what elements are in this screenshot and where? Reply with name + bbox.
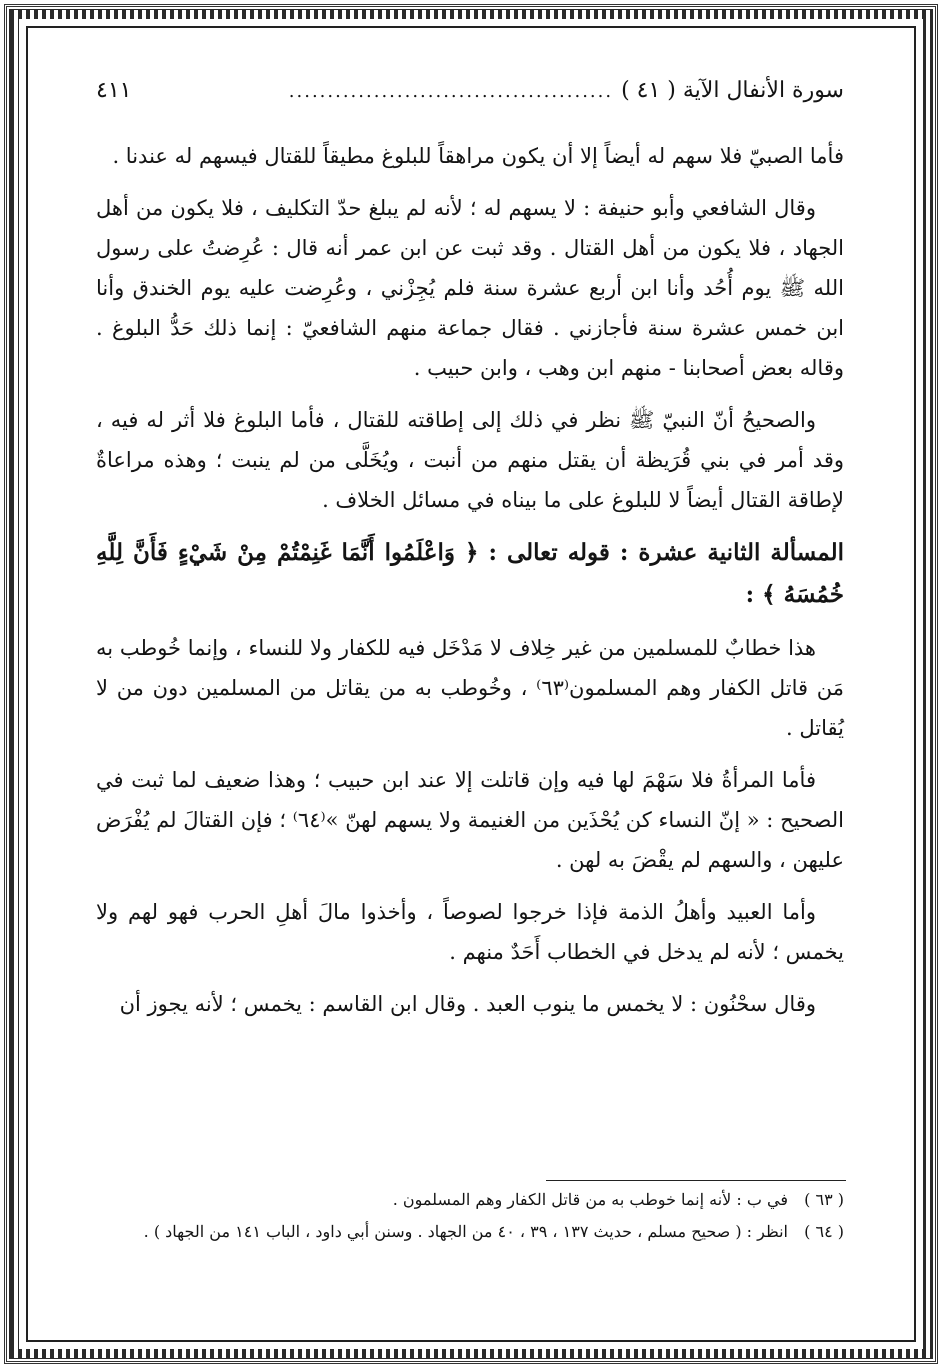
page-body (96, 78, 844, 1036)
footnotes (96, 1186, 844, 1250)
surah-title: سورة الأنفال الآية ( ٤١ ) (621, 78, 844, 103)
header-dots: .......................................... (288, 81, 614, 102)
paragraph-2: وقال الشافعي وأبو حنيفة : لا يسهم له ؛ لأنه لم يبلغ حدّ التكليف ، فلا يكون من أهل الجهاد ، فلا يكون من أهل القتال . وقد ثبت عن ابن عمر أنه قال : عُرِضتُ على رسول الله ﷺ يوم أُحُد وأنا ابن أربع عشرة سنة فلم يُجِزْني ، وعُرِضت عليه يوم الخندق وأنا ابن خمس عشرة سنة فأجازني . فقال جماعة منهم الشافعيّ : إنما ذلك حَدُّ البلوغ . وقاله بعض أصحابنا - منهم ابن وهب ، وابن حبيب . (96, 196, 844, 380)
paragraph-4: هذا خطابٌ للمسلمين من غير خِلاف لا مَدْخَل فيه للكفار ولا للنساء ، وإنما خُوطب به مَن قاتل الكفار وهم المسلمون⁽٦٣⁾ ، وخُوطب به من يقاتل من المسلمين دون من لا يُقاتل . (96, 636, 844, 740)
paragraph-6: وأما العبيد وأهلُ الذمة فإذا خرجوا لصوصاً ، وأخذوا مالَ أهلِ الحرب فهو لهم ولا يخمس ؛ لأنه لم يدخل في الخطاب أَحَدٌ منهم . (96, 900, 844, 964)
page-number: ٤١١ (96, 78, 132, 103)
footnote-number: ( ٦٤ ) (804, 1222, 844, 1241)
footnote-item (96, 1218, 844, 1246)
paragraph-1: فأما الصبيّ فلا سهم له أيضاً إلا أن يكون مراهقاً للبلوغ مطيقاً للقتال فيسهم له عندنا . (112, 144, 844, 168)
footnote-number: ( ٦٣ ) (804, 1190, 844, 1209)
running-header (96, 78, 844, 118)
issue-heading: المسألة الثانية عشرة : قوله تعالى : ﴿ وَاعْلَمُوا أَنَّمَا غَنِمْتُمْ مِنْ شَيْءٍ فَأَنَّ لِلَّهِ خُمُسَهُ ﴾ : (96, 539, 844, 608)
footnote-item (96, 1186, 844, 1214)
footnote-separator (546, 1180, 846, 1181)
paragraph-5: فأما المرأةُ فلا سَهْمَ لها فيه وإن قاتلت إلا عند ابن حبيب ؛ وهذا ضعيف لما ثبت في الصحيح : « إنّ النساء كن يُحْذَين من الغنيمة ولا يسهم لهنّ »⁽٦٤⁾ ؛ فإن القتالَ لم يُفْرَض عليهن ، والسهم لم يقْضَ به لهن . (96, 768, 844, 872)
footnote-text: في ب : لأنه إنما خوطب به من قاتل الكفار وهم المسلمون . (392, 1190, 788, 1209)
paragraph-3: والصحيحُ أنّ النبيّ ﷺ نظر في ذلك إلى إطاقته للقتال ، فأما البلوغ فلا أثر له فيه ، وقد أمر في بني قُرَيظة أن يقتل منهم من أنبت ، ويُخَلَّى من لم ينبت ؛ وهذه مراعاةٌ لإطاقة القتال أيضاً لا للبلوغ على ما بيناه في مسائل الخلاف . (96, 408, 844, 512)
paragraph-7: وقال سحْنُون : لا يخمس ما ينوب العبد . وقال ابن القاسم : يخمس ؛ لأنه يجوز أن (119, 992, 816, 1016)
footnote-text: انظر : ( صحيح مسلم ، حديث ١٣٧ ، ٣٩ ، ٤٠ من الجهاد . وسنن أبي داود ، الباب ١٤١ من الجهاد ) . (143, 1222, 788, 1241)
